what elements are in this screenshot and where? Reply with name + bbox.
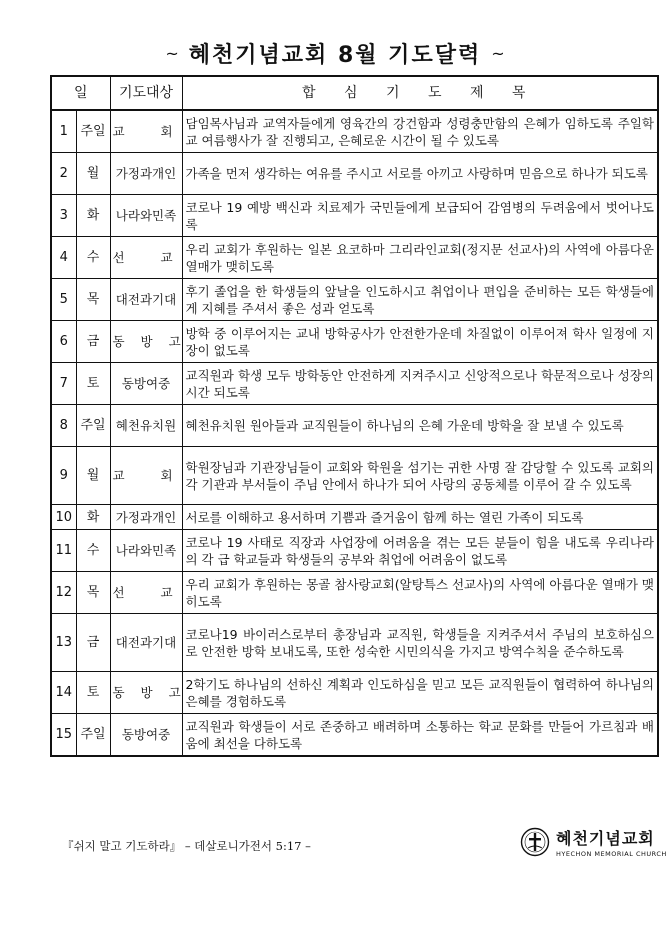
- table-row: [51, 405, 658, 447]
- table-row: [51, 672, 658, 714]
- topic-cell-text: 가족을 먼저 생각하는 여유를 주시고 서로를 아끼고 사랑하며 믿음으로 하나가 되도록: [185, 166, 648, 181]
- weekday-cell: [76, 363, 110, 405]
- day-cell-text: 4: [59, 250, 68, 265]
- target-cell-text: 교 회: [112, 124, 189, 139]
- title-ornament-left: ~: [165, 44, 179, 63]
- topic-cell: [182, 405, 658, 447]
- topic-cell: [182, 279, 658, 321]
- weekday-cell-text: 화: [86, 208, 100, 223]
- weekday-cell-text: 목: [86, 292, 100, 307]
- day-cell: [51, 321, 76, 363]
- target-cell: [110, 714, 182, 757]
- topic-cell-text: 우리 교회가 후원하는 몽골 참사랑교회(알탕특스 선교사)의 사역에 아름다운 열매가 맺히도록: [185, 576, 654, 609]
- table-row: [51, 237, 658, 279]
- target-cell: [110, 110, 189, 153]
- target-cell-text: 동 방 고: [112, 334, 187, 349]
- table-row: [51, 279, 658, 321]
- weekday-cell-text: 월: [86, 166, 100, 181]
- day-cell-text: 8: [59, 418, 68, 433]
- day-cell: [51, 505, 76, 530]
- target-cell: [110, 405, 182, 447]
- weekday-cell-text: 월: [86, 468, 100, 483]
- day-cell-text: 11: [55, 543, 73, 558]
- topic-cell: [182, 505, 658, 530]
- topic-cell: [182, 614, 658, 672]
- topic-cell: [182, 530, 658, 572]
- target-cell-text: 대전과기대: [115, 292, 177, 307]
- table-row: [51, 110, 658, 153]
- weekday-cell-text: 주일: [80, 418, 106, 433]
- target-cell-text: 동방여중: [121, 727, 171, 742]
- topic-cell-text: 코로나19 바이러스로부터 총장님과 교직원, 학생들을 지켜주셔서 주님의 보호하심으로 안전한 방학 보내도록, 또한 성숙한 시민의식을 가지고 방역수칙을 준수하도록: [185, 626, 654, 659]
- header-row: [51, 76, 658, 110]
- weekday-cell: [76, 572, 110, 614]
- table-row: [51, 153, 658, 195]
- topic-cell: [182, 237, 658, 279]
- topic-cell: [182, 363, 658, 405]
- target-cell-text: 나라와민족: [115, 543, 177, 558]
- table-row: [51, 505, 658, 530]
- topic-cell-text: 학원장님과 기관장님들이 교회와 학원을 섬기는 귀한 사명 잘 감당할 수 있도록 교회의 각 기관과 부서들이 주님 안에서 하나가 되어 사랑의 공동체를 이루어 갈 수 있도록: [185, 459, 654, 492]
- weekday-cell: [76, 672, 110, 714]
- target-cell: [110, 572, 189, 614]
- bible-verse: 『쉬지 말고 기도하라』 – 데살로니가전서 5:17 –: [62, 839, 311, 853]
- target-cell: [110, 237, 189, 279]
- weekday-cell-text: 수: [86, 250, 100, 265]
- logo-name-korean: 혜천기념교회: [556, 829, 655, 848]
- table-row: [51, 195, 658, 237]
- day-cell: [51, 530, 76, 572]
- topic-cell-text: 혜천유치원 원아들과 교직원들이 하나님의 은혜 가운데 방학을 잘 보낼 수 있도록: [185, 418, 624, 433]
- topic-cell-text: 후기 졸업을 한 학생들의 앞날을 인도하시고 취업이나 편입을 준비하는 모든 학생들에게 지혜를 주셔서 좋은 성과 얻도록: [185, 283, 654, 316]
- day-cell: [51, 614, 76, 672]
- target-cell-text: 대전과기대: [115, 635, 177, 650]
- day-cell-text: 14: [55, 685, 73, 700]
- target-cell: [110, 447, 189, 505]
- weekday-cell-text: 목: [86, 585, 100, 600]
- target-cell: [110, 614, 182, 672]
- target-cell: [110, 672, 187, 714]
- target-cell-text: 선 교: [112, 585, 189, 600]
- topic-cell-text: 교직원과 학생 모두 방학동안 안전하게 지켜주시고 신앙적으로나 학문적으로나 성장의 시간 되도록: [185, 367, 654, 400]
- header-topic: 합 심 기 도 제 목: [182, 76, 658, 110]
- day-cell: [51, 195, 76, 237]
- logo-text: [556, 826, 667, 858]
- weekday-cell-text: 금: [86, 635, 100, 650]
- day-cell: [51, 672, 76, 714]
- target-cell-text: 선 교: [112, 250, 189, 265]
- weekday-cell: [76, 505, 110, 530]
- weekday-cell: [76, 110, 110, 153]
- topic-cell-text: 교직원과 학생들이 서로 존중하고 배려하며 소통하는 학교 문화를 만들어 가르침과 배움에 최선을 다하도록: [185, 718, 654, 751]
- target-cell-text: 교 회: [112, 468, 189, 483]
- weekday-cell: [76, 195, 110, 237]
- target-cell-text: 가정과개인: [115, 509, 177, 525]
- topic-cell-text: 2학기도 하나님의 선하신 계획과 인도하심을 믿고 모든 교직원들이 협력하여 하나님의 은혜를 경험하도록: [185, 676, 654, 709]
- table-row: [51, 572, 658, 614]
- table-row: [51, 614, 658, 672]
- day-cell: [51, 153, 76, 195]
- weekday-cell-text: 토: [86, 685, 100, 700]
- header-target: 기도대상: [110, 76, 182, 110]
- day-cell-text: 1: [59, 124, 68, 139]
- weekday-cell: [76, 153, 110, 195]
- logo-name-english: HYECHON MEMORIAL CHURCH: [556, 850, 667, 858]
- target-cell-text: 가정과개인: [115, 166, 177, 181]
- target-cell: [110, 195, 182, 237]
- topic-cell: [182, 195, 658, 237]
- weekday-cell: [76, 714, 110, 757]
- day-cell-text: 13: [55, 635, 73, 650]
- target-cell-text: 혜천유치원: [115, 418, 177, 433]
- weekday-cell: [76, 447, 110, 505]
- topic-cell-text: 코로나 19 사태로 직장과 사업장에 어려움을 겪는 모든 분들이 힘을 내도록 우리나라의 각 급 학교들과 학생들의 공부와 취업에 어려움이 없도록: [185, 534, 654, 567]
- day-cell: [51, 237, 76, 279]
- topic-cell: [182, 572, 658, 614]
- table-row: [51, 321, 658, 363]
- day-cell: [51, 363, 76, 405]
- day-cell-text: 12: [55, 585, 73, 600]
- day-cell: [51, 714, 76, 757]
- prayer-calendar-table: [50, 75, 659, 757]
- target-cell-text: 나라와민족: [115, 208, 177, 223]
- weekday-cell: [76, 530, 110, 572]
- topic-cell-text: 코로나 19 예방 백신과 치료제가 국민들에게 보급되어 감염병의 두려움에서 벗어나도록: [185, 199, 654, 232]
- topic-cell-text: 담임목사님과 교역자들에게 영육간의 강건함과 성령충만함의 은혜가 임하도록 주일학교 여름행사가 잘 진행되고, 은혜로운 시간이 될 수 있도록: [185, 115, 654, 148]
- topic-cell: [182, 672, 658, 714]
- header-day: 일: [51, 76, 110, 110]
- day-cell-text: 7: [59, 376, 68, 391]
- day-cell: [51, 405, 76, 447]
- weekday-cell: [76, 405, 110, 447]
- target-cell: [110, 505, 182, 530]
- weekday-cell-text: 주일: [80, 727, 106, 742]
- day-cell-text: 3: [59, 208, 68, 223]
- table-row: [51, 447, 658, 505]
- day-cell-text: 2: [59, 166, 68, 181]
- table-body: [51, 110, 658, 756]
- weekday-cell-text: 수: [86, 543, 100, 558]
- day-cell: [51, 447, 76, 505]
- topic-cell: [182, 153, 658, 195]
- day-cell: [51, 110, 76, 153]
- weekday-cell: [76, 279, 110, 321]
- table-row: [51, 714, 658, 757]
- topic-cell: [182, 110, 658, 153]
- weekday-cell-text: 주일: [80, 124, 106, 139]
- table-row: [51, 530, 658, 572]
- weekday-cell-text: 금: [86, 334, 100, 349]
- topic-cell: [182, 714, 658, 757]
- target-cell: [110, 363, 182, 405]
- topic-cell-text: 우리 교회가 후원하는 일본 요코하마 그리라인교회(정지문 선교사)의 사역에 아름다운 열매가 맺히도록: [185, 241, 654, 274]
- target-cell: [110, 321, 187, 363]
- table-row: [51, 363, 658, 405]
- title-text: 혜천기념교회 8월 기도달력: [188, 43, 482, 68]
- title-area: [0, 38, 670, 69]
- church-logo: [520, 826, 667, 858]
- topic-cell-text: 서로를 이해하고 용서하며 기쁨과 즐거움이 함께 하는 열린 가족이 되도록: [185, 509, 584, 525]
- day-cell-text: 5: [59, 292, 68, 307]
- topic-cell: [182, 321, 658, 363]
- church-emblem-icon: [520, 827, 550, 857]
- day-cell: [51, 279, 76, 321]
- day-cell: [51, 572, 76, 614]
- target-cell: [110, 279, 182, 321]
- target-cell-text: 동 방 고: [112, 685, 187, 700]
- target-cell: [110, 153, 182, 195]
- weekday-cell-text: 토: [86, 376, 100, 391]
- day-cell-text: 10: [55, 509, 73, 525]
- page-title: [165, 38, 504, 69]
- weekday-cell-text: 화: [86, 509, 100, 525]
- weekday-cell: [76, 614, 110, 672]
- day-cell-text: 15: [55, 727, 73, 742]
- target-cell-text: 동방여중: [121, 376, 171, 391]
- title-ornament-right: ~: [491, 44, 505, 63]
- topic-cell: [182, 447, 658, 505]
- target-cell: [110, 530, 182, 572]
- day-cell-text: 6: [59, 334, 68, 349]
- weekday-cell: [76, 237, 110, 279]
- day-cell-text: 9: [59, 468, 68, 483]
- topic-cell-text: 방학 중 이루어지는 교내 방학공사가 안전한가운데 차질없이 이루어져 학사 일정에 지장이 없도록: [185, 325, 654, 358]
- weekday-cell: [76, 321, 110, 363]
